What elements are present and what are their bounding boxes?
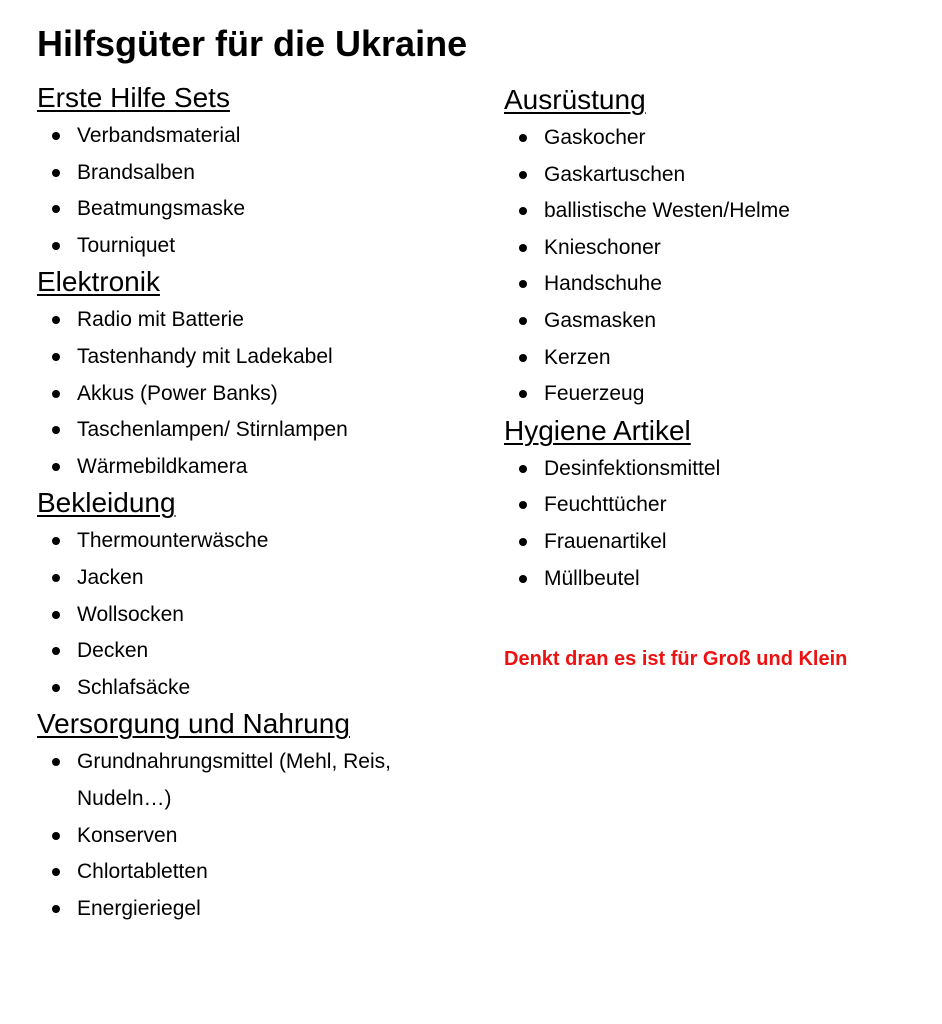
list-item [37,376,457,413]
item-list [37,744,457,927]
list-item-label: Jacken [77,565,144,589]
bullet-icon [519,317,527,325]
list-item-label: Beatmungsmaske [77,197,246,221]
list-item-label: Wärmebildkamera [77,454,248,478]
section-electronics [37,264,457,485]
bullet-icon [519,207,527,215]
list-item [37,118,457,155]
section-clothing [37,485,457,706]
list-item-label: Knieschoner [544,235,661,259]
list-item [37,633,457,670]
list-item-label: Müllbeutel [544,566,640,590]
list-item [37,891,457,928]
bullet-icon [52,463,60,471]
bullet-icon [519,134,527,142]
section-heading: Hygiene Artikel [504,414,691,446]
list-item [37,191,457,228]
section-heading: Versorgung und Nahrung [37,708,350,740]
list-item-label: Brandsalben [77,160,195,184]
bullet-icon [519,280,527,288]
list-item-label: Radio mit Batterie [77,308,244,332]
section-heading: Erste Hilfe Sets [37,82,230,113]
section-hygiene [504,413,924,597]
item-list [504,120,924,413]
list-item [504,340,924,377]
bullet-icon [52,132,60,140]
list-item [37,523,457,560]
list-item [504,266,924,303]
list-item-label: Gaskartuschen [544,162,686,186]
bullet-icon [52,647,60,655]
bullet-icon [52,169,60,177]
list-item [37,744,397,817]
bullet-icon [519,538,527,546]
item-list [504,451,924,597]
bullet-icon [52,353,60,361]
bullet-icon [52,537,60,545]
bullet-icon [52,905,60,913]
list-item [37,302,457,339]
list-item [504,376,924,413]
list-item [504,157,924,194]
bullet-icon [519,390,527,398]
bullet-icon [519,354,527,362]
bullet-icon [519,244,527,252]
list-item [37,854,457,891]
section-supplies-food [37,706,457,927]
list-item [37,597,457,634]
list-item [504,120,924,157]
bullet-icon [52,868,60,876]
bullet-icon [52,684,60,692]
list-item-label: Handschuhe [544,272,662,296]
list-item-label: Konserven [77,823,178,847]
bullet-icon [519,501,527,509]
bullet-icon [52,390,60,398]
list-item [37,412,457,449]
list-item [504,193,924,230]
bullet-icon [52,611,60,619]
list-item-label: Tourniquet [77,233,176,257]
list-item-label: Schlafsäcke [77,675,191,699]
left-column [37,80,457,927]
list-item-label: Kerzen [544,345,611,369]
bullet-icon [52,832,60,840]
list-item [504,451,924,488]
list-item [37,560,457,597]
list-item-label: Tastenhandy mit Ladekabel [77,344,333,368]
list-item-label: Gasmasken [544,308,657,332]
list-item [504,561,924,598]
list-item [37,670,457,707]
bullet-icon [519,171,527,179]
bullet-icon [519,575,527,583]
list-item-label: Verbandsmaterial [77,124,241,147]
bullet-icon [52,426,60,434]
bullet-icon [52,316,60,324]
list-item [37,155,457,192]
item-list [37,302,457,485]
list-item-label: ballistische Westen/Helme [544,199,790,223]
list-item [504,230,924,267]
bullet-icon [52,758,60,766]
list-item-label: Feuerzeug [544,382,645,406]
page-title: Hilfsgüter für die Ukraine [37,23,468,64]
list-item-label: Thermounterwäsche [77,529,269,553]
bullet-icon [519,465,527,473]
list-item-label: Desinfektionsmittel [544,456,721,480]
item-list [37,118,457,264]
right-column [504,82,924,597]
list-item-label: Decken [77,639,149,663]
list-item [504,487,924,524]
list-item [37,818,457,855]
list-item-label: Frauenartikel [544,529,667,553]
item-list [37,523,457,706]
list-item-label: Akkus (Power Banks) [77,381,278,405]
list-item [504,303,924,340]
list-item [37,449,457,486]
list-item [504,524,924,561]
list-item-label: Grundnahrungsmittel (Mehl, Reis, Nudeln…) [77,750,391,810]
list-item-label: Energieriegel [77,896,201,920]
section-heading: Elektronik [37,266,160,298]
list-item-label: Chlortabletten [77,860,208,884]
section-first-aid [37,80,457,264]
bullet-icon [52,205,60,213]
list-item [37,228,457,265]
list-item-label: Feuchttücher [544,493,667,517]
reminder-note: Denkt dran es ist für Groß und Klein [504,648,848,670]
bullet-icon [52,574,60,582]
section-heading: Ausrüstung [504,84,646,115]
list-item-label: Taschenlampen/ Stirnlampen [77,418,348,442]
bullet-icon [52,242,60,250]
section-equipment [504,82,924,413]
list-item [37,339,457,376]
list-item-label: Gaskocher [544,126,646,149]
list-item-label: Wollsocken [77,602,184,626]
section-heading: Bekleidung [37,487,176,519]
